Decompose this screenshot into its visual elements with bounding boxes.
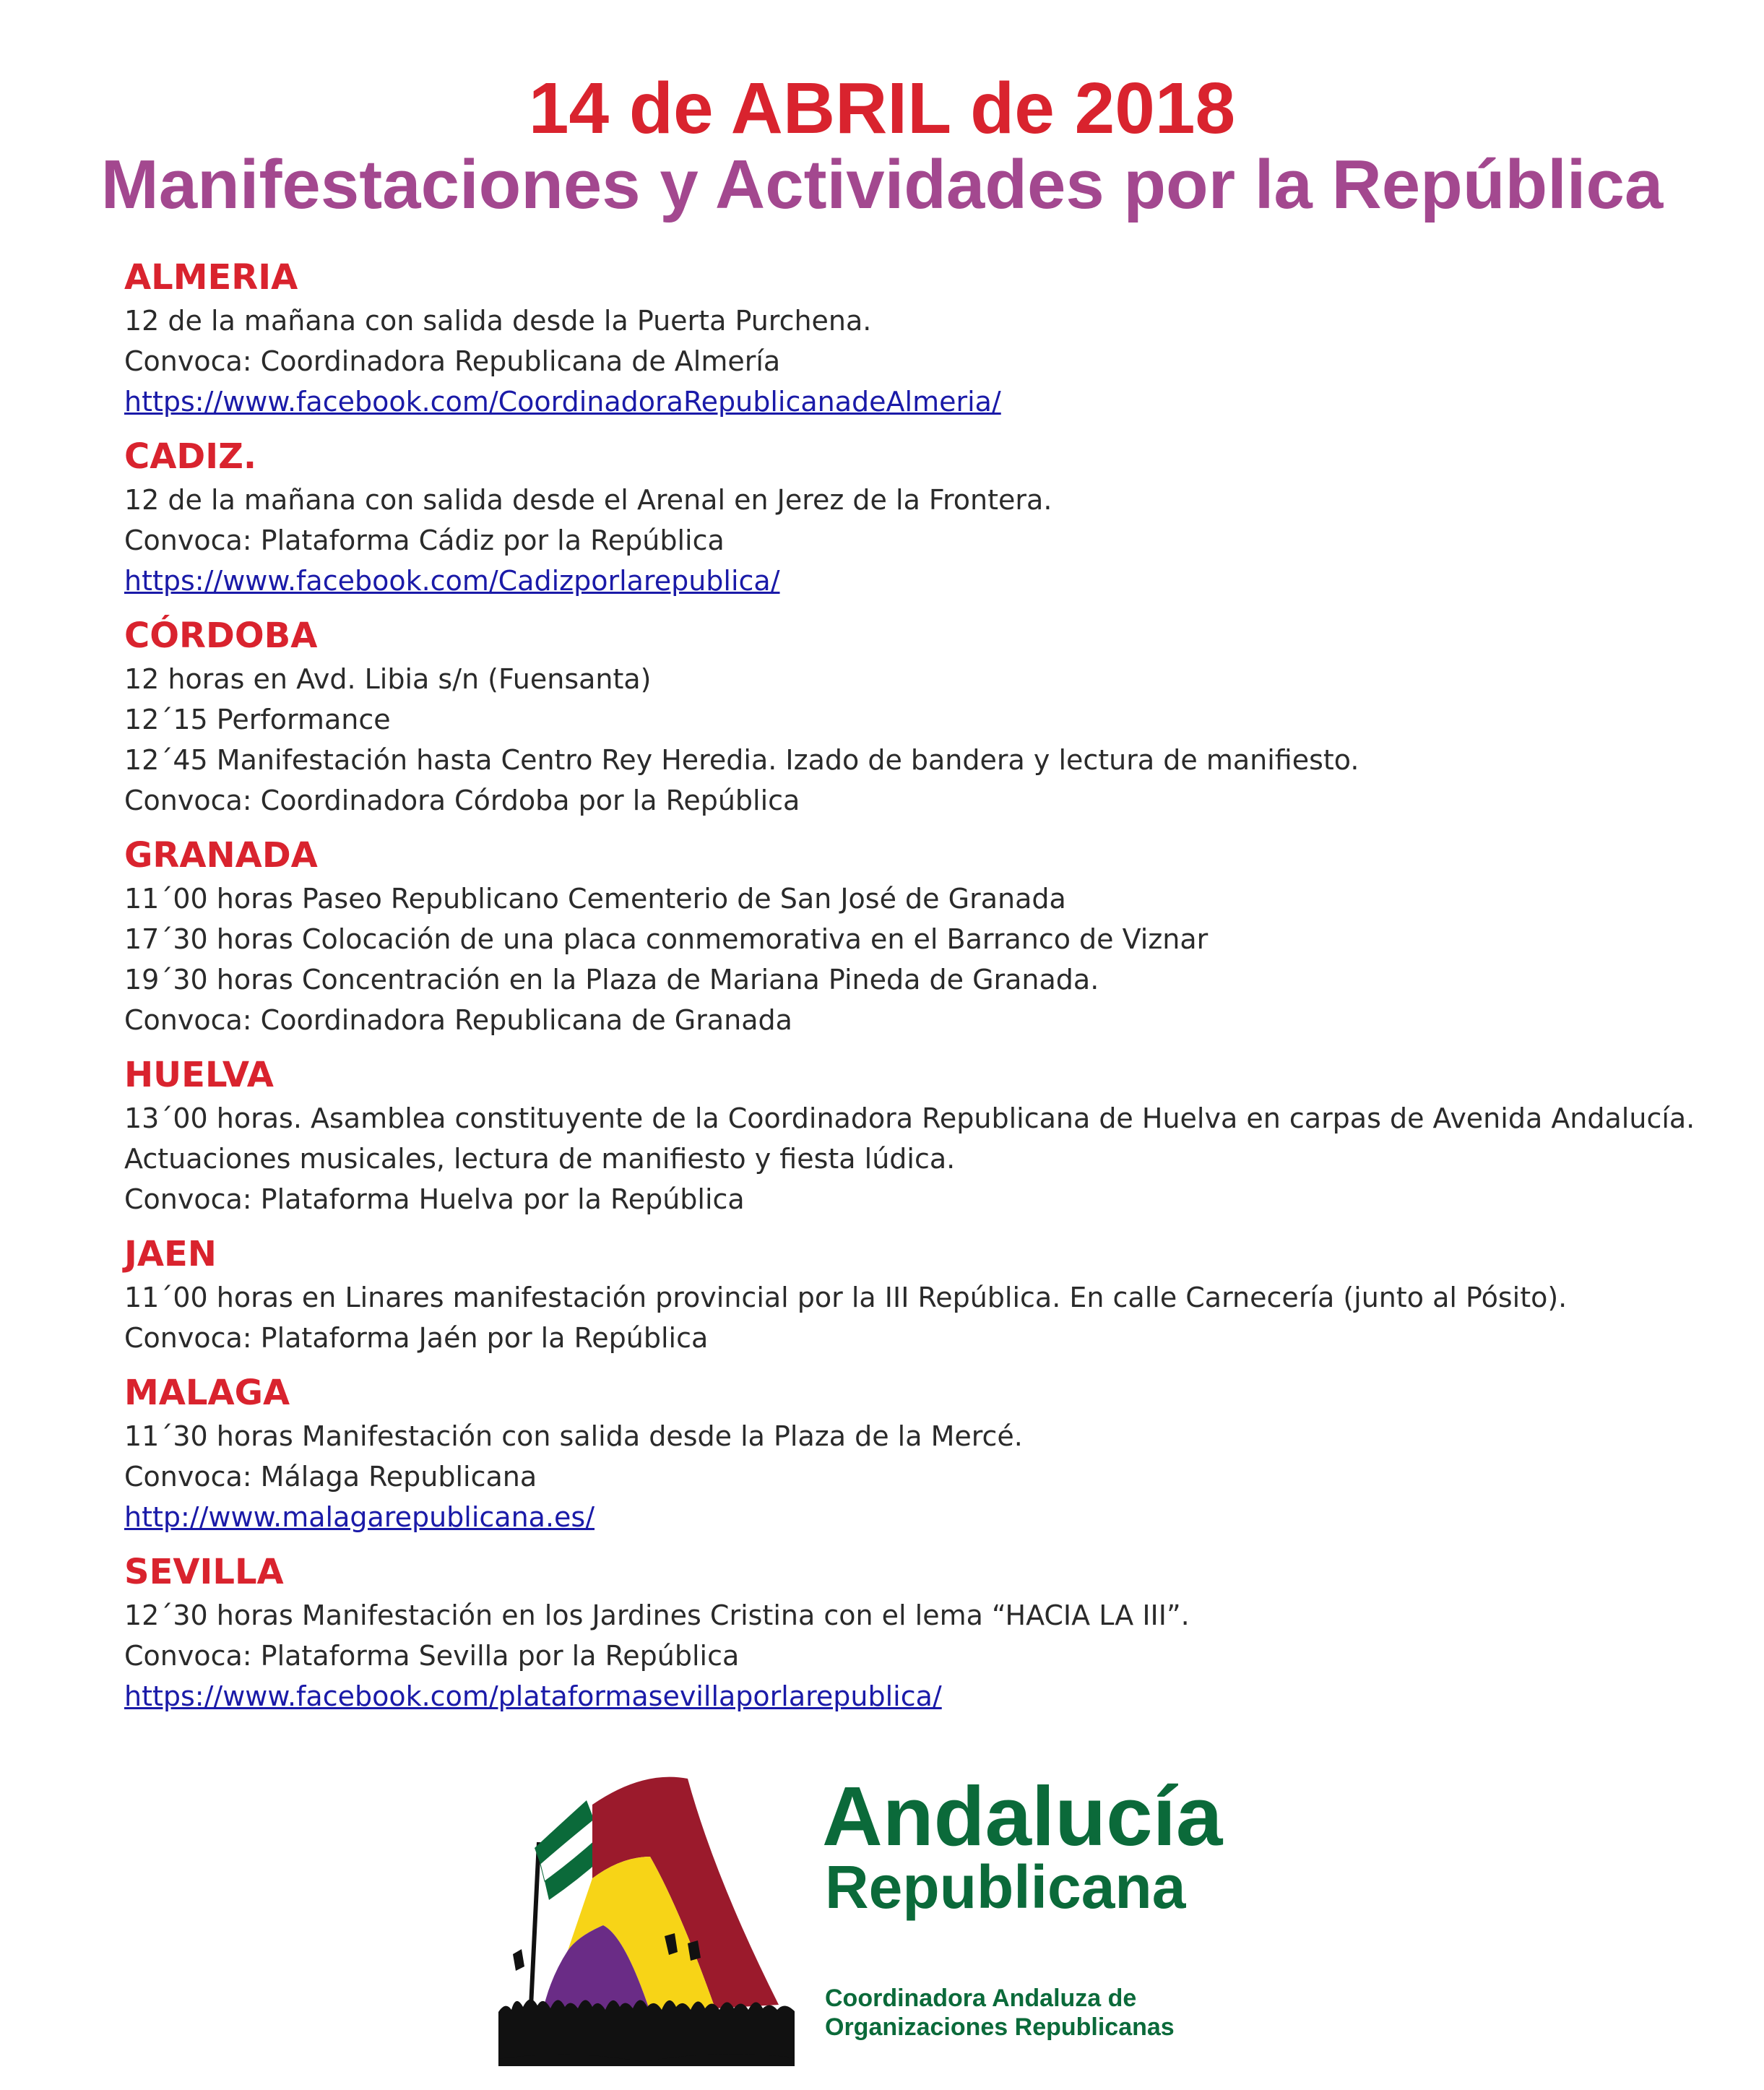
- province-heading: CÓRDOBA: [124, 616, 318, 656]
- event-detail-line: 13´00 horas. Asamblea constituyente de la Coordinadora Republicana de Huelva en carpas de Avenida Andalucía.: [124, 1102, 1695, 1134]
- event-detail-line: Convoca: Coordinadora Republicana de Granada: [124, 1004, 792, 1036]
- event-detail-line: Convoca: Plataforma Cádiz por la República: [124, 524, 725, 556]
- logo-name-line1: Andalucía: [822, 1769, 1223, 1863]
- facebook-link[interactable]: https://www.facebook.com/CoordinadoraRepublicanadeAlmeria/: [124, 386, 1001, 418]
- event-detail-line: Convoca: Coordinadora Republicana de Almería: [124, 345, 781, 377]
- event-detail-line: 19´30 horas Concentración en la Plaza de Mariana Pineda de Granada.: [124, 964, 1099, 996]
- event-section: [124, 1370, 1750, 1537]
- event-detail-line: 11´30 horas Manifestación con salida desde la Plaza de la Mercé.: [124, 1420, 1023, 1452]
- event-detail-line: 12´30 horas Manifestación en los Jardines Cristina con el lema “HACIA LA III”.: [124, 1599, 1190, 1631]
- event-section: [124, 254, 1750, 422]
- province-heading: HUELVA: [124, 1055, 274, 1095]
- facebook-link[interactable]: https://www.facebook.com/plataformasevillaporlarepublica/: [124, 1680, 942, 1712]
- event-detail-line: Convoca: Coordinadora Córdoba por la República: [124, 785, 800, 816]
- event-detail-line: 12´45 Manifestación hasta Centro Rey Heredia. Izado de bandera y lectura de manifiesto.: [124, 744, 1359, 776]
- province-heading: MALAGA: [124, 1373, 290, 1413]
- event-section: [124, 1231, 1750, 1358]
- event-detail-line: Actuaciones musicales, lectura de manifiesto y fiesta lúdica.: [124, 1143, 956, 1175]
- event-section: [124, 613, 1750, 821]
- page-title: 14 de ABRIL de 2018: [528, 68, 1236, 149]
- province-heading: ALMERIA: [124, 257, 298, 298]
- event-detail-line: Convoca: Plataforma Sevilla por la República: [124, 1640, 740, 1672]
- logo-subtitle: [825, 1984, 1331, 2042]
- event-detail-line: Convoca: Plataforma Huelva por la República: [124, 1183, 745, 1215]
- logo-subtitle-line2: Organizaciones Republicanas: [825, 2013, 1175, 2041]
- logo-name-line2: Republicana: [825, 1853, 1186, 1921]
- province-heading: JAEN: [124, 1234, 217, 1274]
- event-detail-line: 11´00 horas en Linares manifestación provincial por la III República. En calle Carnecería (junto al Pósito).: [124, 1282, 1568, 1313]
- event-section: [124, 832, 1750, 1040]
- event-detail-line: 12 de la mañana con salida desde el Arenal en Jerez de la Frontera.: [124, 484, 1052, 516]
- logo-subtitle-line1: Coordinadora Andaluza de: [825, 1985, 1137, 2012]
- website-link[interactable]: http://www.malagarepublicana.es/: [124, 1501, 595, 1533]
- province-heading: CADIZ.: [124, 436, 257, 477]
- fist-left: [513, 1949, 524, 1971]
- event-list: [124, 254, 1750, 1728]
- event-detail-line: Convoca: Málaga Republicana: [124, 1461, 537, 1493]
- event-detail-line: 12´15 Performance: [124, 704, 391, 735]
- event-detail-line: 17´30 horas Colocación de una placa conmemorativa en el Barranco de Viznar: [124, 923, 1209, 955]
- province-heading: GRANADA: [124, 835, 318, 876]
- facebook-link[interactable]: https://www.facebook.com/Cadizporlarepublica/: [124, 565, 780, 597]
- event-detail-line: Convoca: Plataforma Jaén por la República: [124, 1322, 709, 1354]
- event-section: [124, 1549, 1750, 1717]
- event-section: [124, 1052, 1750, 1219]
- event-detail-line: 11´00 horas Paseo Republicano Cementerio de San José de Granada: [124, 883, 1066, 915]
- event-detail-line: 12 de la mañana con salida desde la Puerta Purchena.: [124, 305, 872, 337]
- event-detail-line: 12 horas en Avd. Libia s/n (Fuensanta): [124, 663, 652, 695]
- event-section: [124, 433, 1750, 601]
- page-subtitle: Manifestaciones y Actividades por la República: [100, 146, 1664, 223]
- republican-flag-crowd-logo: [498, 1763, 795, 2066]
- province-heading: SEVILLA: [124, 1552, 284, 1592]
